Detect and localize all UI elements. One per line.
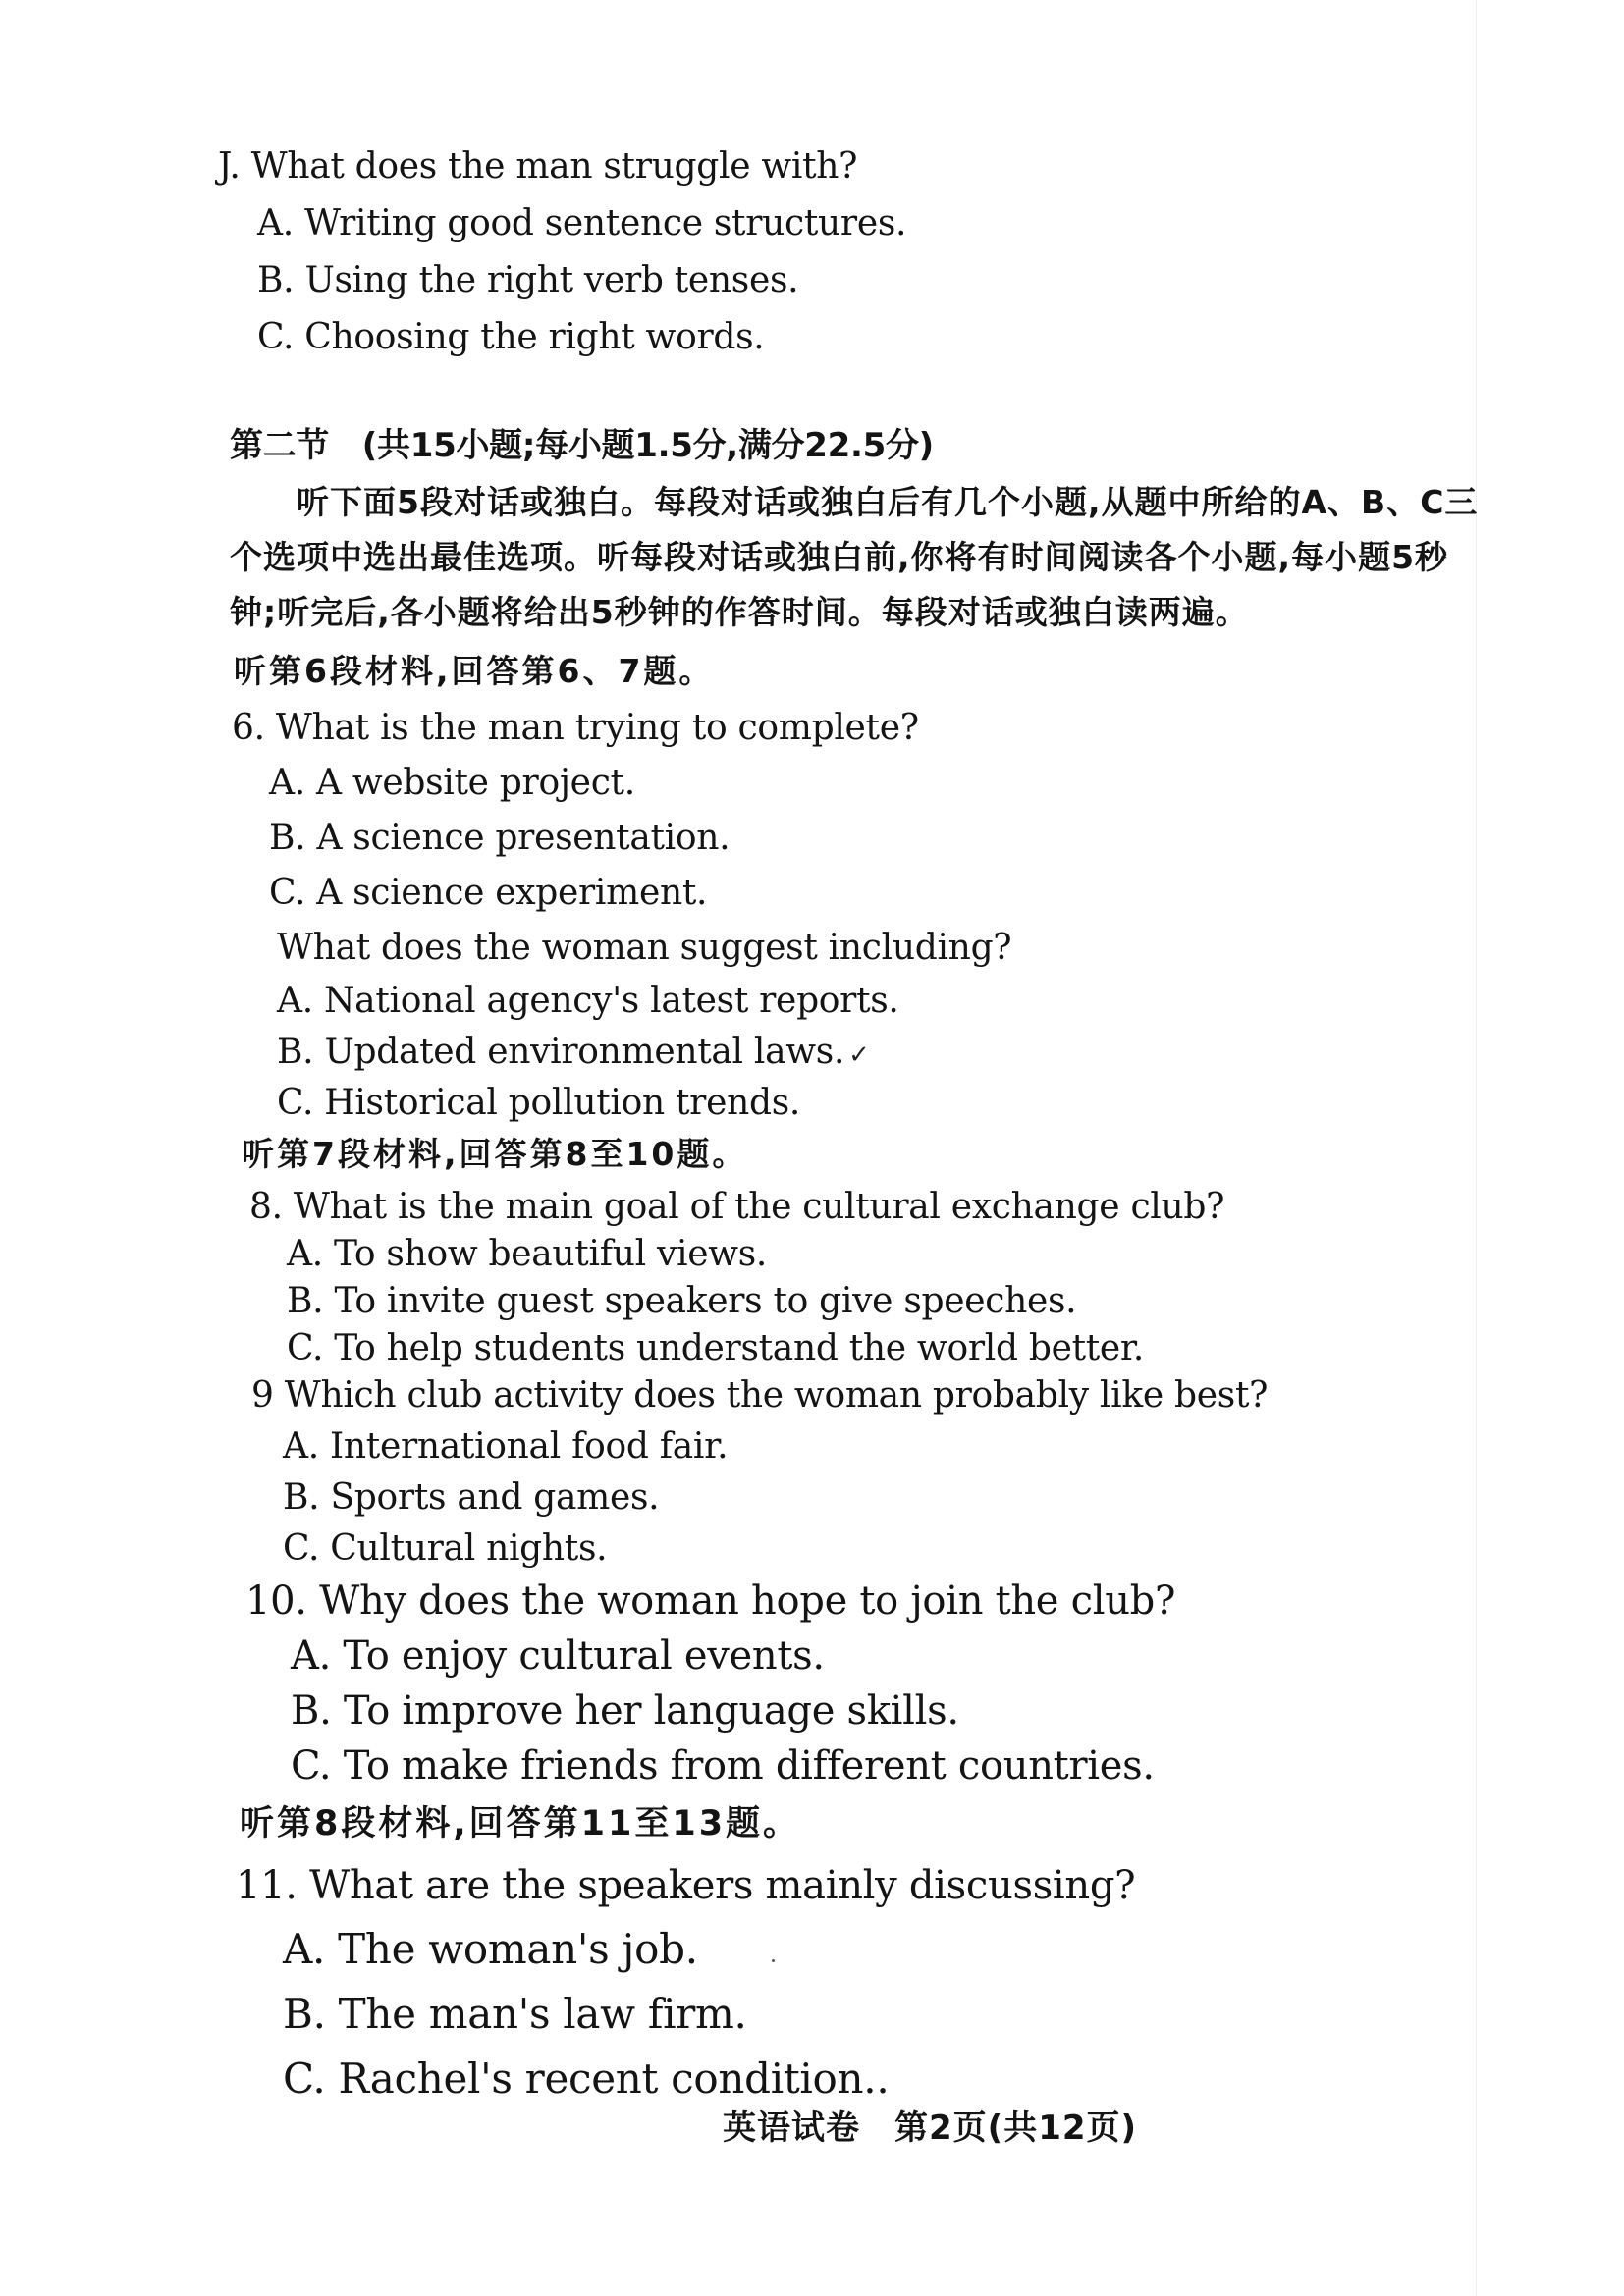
section-heading: 第二节 (共15小题;每小题1.5分,满分22.5分) [230,426,934,465]
instructions-line-3: 钟;听完后,各小题将给出5秒钟的作答时间。每段对话或独白读两遍。 [230,593,1249,631]
option-6a: A. A website project. [269,763,635,803]
option-11a: A. The woman's job. [283,1925,698,1973]
option-7c: C. Historical pollution trends. [277,1083,801,1123]
question-10: 10. Why does the woman hope to join the club? [245,1578,1176,1624]
option-6c: C. A science experiment. [269,873,708,913]
instructions-line-2: 个选项中选出最佳选项。听每段对话或独白前,你将有时间阅读各个小题,每小题5秒 [230,538,1449,576]
option-6b: B. A science presentation. [269,818,731,858]
option-5b: B. Using the right verb tenses. [257,260,799,300]
option-9b: B. Sports and games. [283,1477,660,1518]
question-7: What does the woman suggest including? [277,928,1012,968]
option-11c: C. Rachel's recent condition.. [283,2055,890,2103]
option-10b: B. To improve her language skills. [291,1688,959,1734]
option-10c: C. To make friends from different countries. [291,1743,1155,1789]
option-5a: A. Writing good sentence structures. [257,203,907,243]
option-8b: B. To invite guest speakers to give speeches. [287,1281,1077,1321]
question-8: 8. What is the main goal of the cultural exchange club? [249,1187,1225,1227]
material-8-heading: 听第8段材料,回答第11至13题。 [240,1804,801,1843]
question-5: J. What does the man struggle with? [218,146,858,187]
option-9a: A. International food fair. [283,1426,729,1467]
question-6: 6. What is the man trying to complete? [232,708,919,748]
option-10a: A. To enjoy cultural events. [291,1633,825,1679]
question-9: 9 Which club activity does the woman probably like best? [251,1375,1269,1415]
scan-speck [772,1959,775,1962]
scan-edge [1476,0,1477,2296]
instructions-line-1: 听下面5段对话或独白。每段对话或独白后有几个小题,从题中所给的A、B、C三 [297,483,1479,521]
option-9c: C. Cultural nights. [283,1528,608,1569]
material-6-heading: 听第6段材料,回答第6、7题。 [234,652,715,690]
option-11b: B. The man's law firm. [283,1990,747,2038]
question-11: 11. What are the speakers mainly discussing? [236,1863,1136,1908]
option-8c: C. To help students understand the world better. [287,1328,1145,1368]
option-5c: C. Choosing the right words. [257,317,765,357]
option-7b-text: B. Updated environmental laws. [277,1032,845,1072]
material-7-heading: 听第7段材料,回答第8至10题。 [242,1135,748,1173]
page-footer: 英语试卷 第2页(共12页) [723,2109,1138,2148]
option-7a: A. National agency's latest reports. [277,981,899,1021]
check-mark-icon: ✓ [848,1041,870,1070]
option-7b [277,1031,870,1077]
option-8a: A. To show beautiful views. [287,1234,768,1274]
